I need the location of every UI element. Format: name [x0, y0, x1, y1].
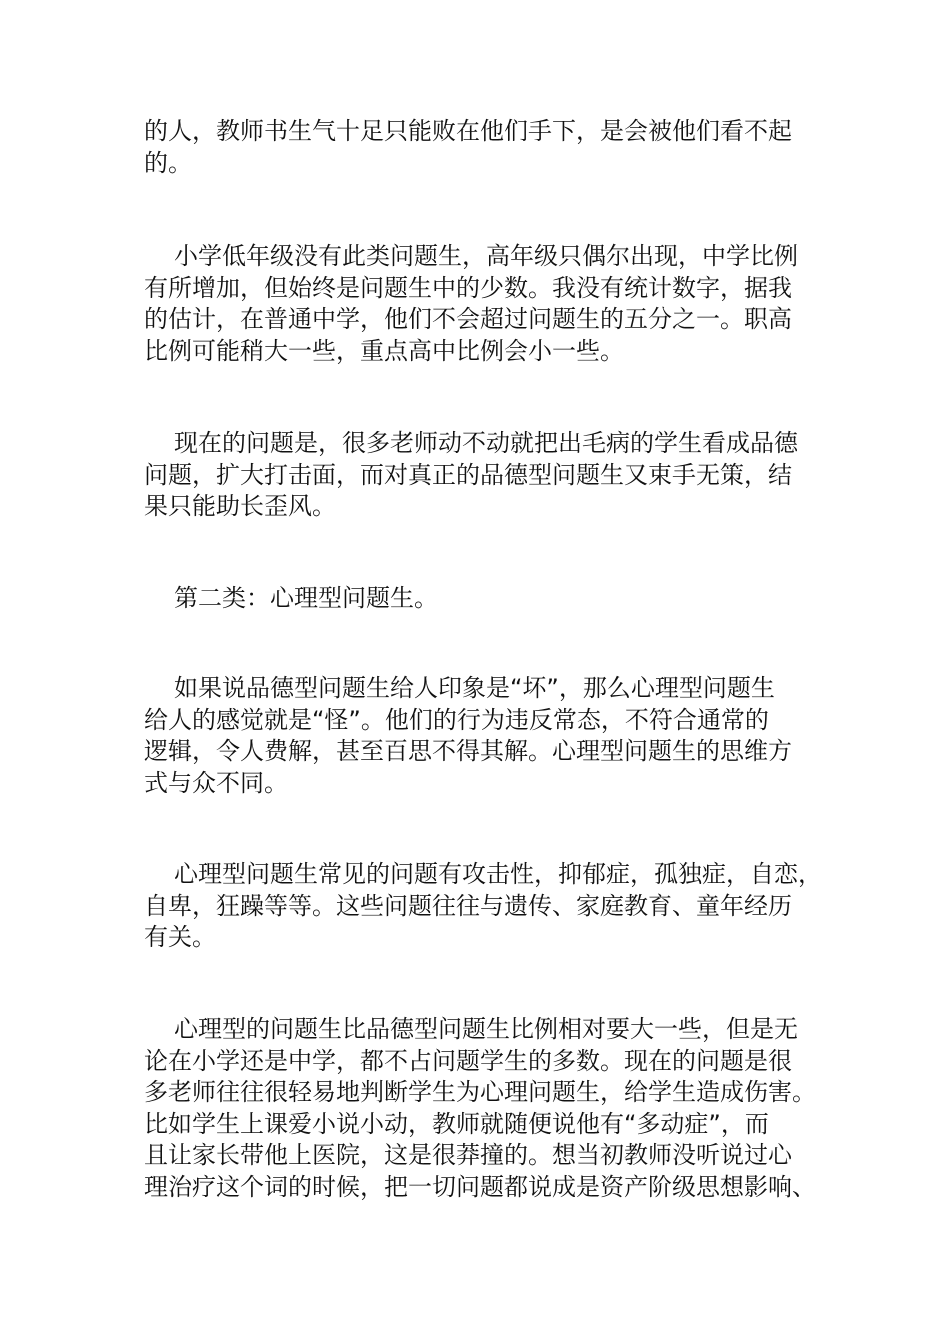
text-line: 果只能助长歪风。: [144, 492, 336, 520]
paragraph-current-problem: [144, 428, 814, 523]
text-line: 论在小学还是中学，都不占问题学生的多数。现在的问题是很: [144, 1046, 792, 1075]
paragraph-misjudgment: [144, 1014, 814, 1203]
text-line: 的人，教师书生气十足只能败在他们手下，是会被他们看不起: [144, 117, 792, 145]
paragraph-continuation: [144, 116, 814, 179]
text-line: 小学低年级没有此类问题生，高年级只偶尔出现，中学比例: [174, 242, 798, 270]
text-line: 比如学生上课爱小说小动，教师就随便说他有“多动症”，而: [144, 1109, 769, 1138]
text-line: 心理型问题生常见的问题有攻击性，抑郁症，孤独症，自恋，: [174, 860, 822, 888]
text-line: 比例可能稍大一些，重点高中比例会小一些。: [144, 336, 624, 365]
text-line: 自卑，狂躁等等。这些问题往往与遗传、家庭教育、童年经历: [144, 891, 792, 920]
text-line: 逻辑，令人费解，甚至百思不得其解。心理型问题生的思维方: [144, 737, 792, 765]
paragraph-common-issues: [144, 859, 822, 954]
text-line: 理治疗这个词的时候，把一切问题都说成是资产阶级思想影响、: [144, 1172, 816, 1201]
text-line: 多老师往往很轻易地判断学生为心理问题生，给学生造成伤害。: [144, 1078, 816, 1106]
text-line: 且让家长带他上医院，这是很莽撞的。想当初教师没听说过心: [144, 1141, 792, 1169]
text-line: 有关。: [144, 923, 216, 951]
text-line: 的。: [144, 148, 192, 177]
text-line: 心理型的问题生比品德型问题生比例相对要大一些，但是无: [174, 1015, 798, 1043]
text-line: 有所增加，但始终是问题生中的少数。我没有统计数字，据我: [144, 273, 792, 302]
text-line: 给人的感觉就是“怪”。他们的行为违反常态，不符合通常的: [144, 705, 769, 734]
text-line: 第二类：心理型问题生。: [174, 584, 438, 612]
text-line: 式与众不同。: [144, 768, 288, 797]
paragraph-definition: [144, 673, 814, 799]
text-line: 现在的问题是，很多老师动不动就把出毛病的学生看成品德: [174, 429, 798, 457]
text-line: 问题，扩大打击面，而对真正的品德型问题生又束手无策，结: [144, 460, 792, 489]
text-line: 如果说品德型问题生给人印象是“坏”，那么心理型问题生: [174, 674, 775, 702]
paragraph-proportion: [144, 241, 814, 367]
section-heading: [144, 583, 814, 615]
text-line: 的估计，在普通中学，他们不会超过问题生的五分之一。职高: [144, 305, 792, 333]
